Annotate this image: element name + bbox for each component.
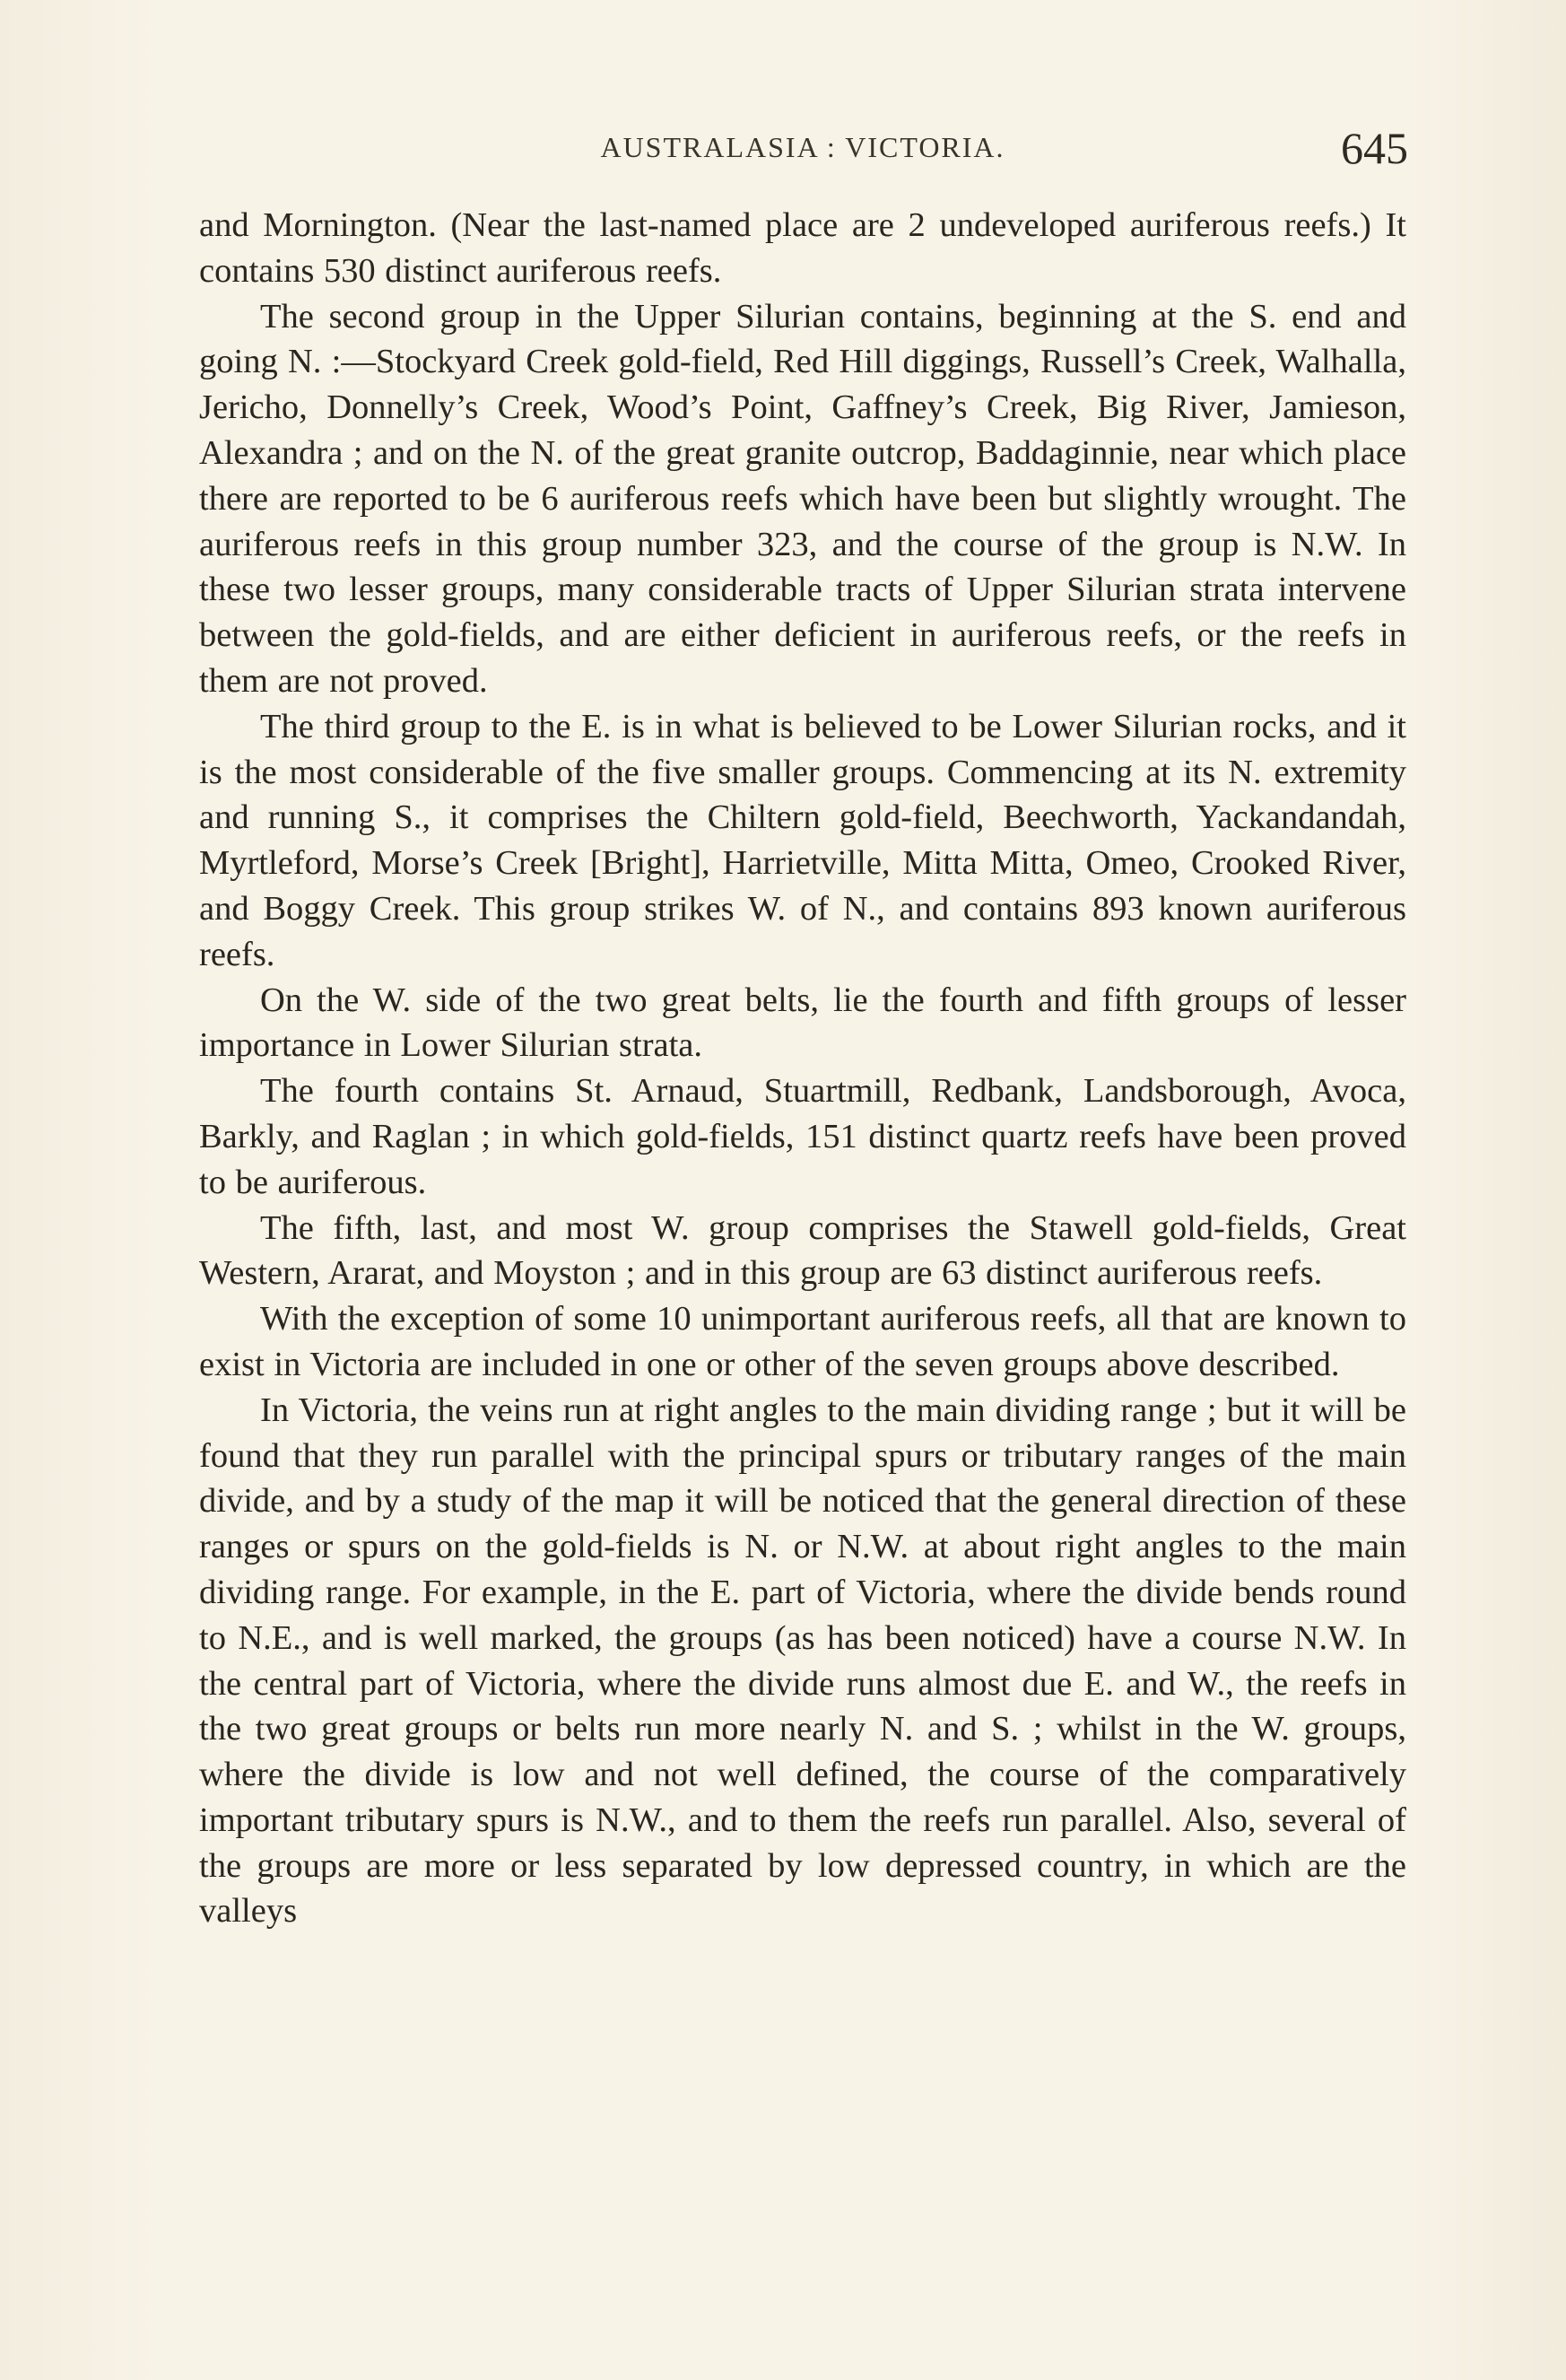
paragraph-5: The fourth contains St. Arnaud, Stuartmill, Redbank, Landsborough, Avoca, Barkly, and Raglan ; in which gold-fields, 151 distinct quartz reefs have been proved to be auriferous.	[199, 1072, 1406, 1201]
page-number: 645	[1341, 123, 1408, 173]
paragraph-8: In Victoria, the veins run at right angles to the main dividing range ; but it will be found that they run parallel with the principal spurs or tributary ranges of the main divide, and by a study of the map it will be noticed that the general direction of these ranges or spurs on the gold-fields is N. or N.W. at about right angles to the main dividing range. For example, in the E. part of Victoria, where the divide bends round to N.E., and is well marked, the groups (as has been noticed) have a course N.W. In the central part of Victoria, where the divide runs almost due E. and W., the reefs in the two great groups or belts run more nearly N. and S. ; whilst in the W. groups, where the divide is low and not well defined, the course of the comparatively important tributary spurs is N.W., and to them the reefs run parallel. Also, several of the groups are more or less separated by low depressed country, in which are the valleys	[199, 1391, 1406, 1931]
paragraph-1: and Mornington. (Near the last-named place are 2 undeveloped auriferous reefs.) It contains 530 distinct auriferous reefs.	[199, 206, 1406, 290]
body-text	[199, 203, 1406, 1934]
running-head	[197, 123, 1408, 179]
paragraph-6: The fifth, last, and most W. group comprises the Stawell gold-fields, Great Western, Ararat, and Moyston ; and in this group are 63 distinct auriferous reefs.	[199, 1208, 1406, 1293]
paragraph-4: On the W. side of the two great belts, lie the fourth and fifth groups of lesser importance in Lower Silurian strata.	[199, 981, 1406, 1065]
paragraph-3: The third group to the E. is in what is believed to be Lower Silurian rocks, and it is the most considerable of the five smaller groups. Commencing at its N. extremity and running S., it comprises the Chiltern gold-field, Beechworth, Yackandandah, Myrtleford, Morse’s Creek [Bright], Harrietville, Mitta Mitta, Omeo, Crooked River, and Boggy Creek. This group strikes W. of N., and contains 893 known auriferous reefs.	[199, 707, 1406, 973]
paragraph-2: The second group in the Upper Silurian contains, beginning at the S. end and going N. :—Stockyard Creek gold-field, Red Hill diggings, Russell’s Creek, Walhalla, Jericho, Donnelly’s Creek, Wood’s Point, Gaffney’s Creek, Big River, Jamieson, Alexandra ; and on the N. of the great granite outcrop, Baddaginnie, near which place there are reported to be 6 auriferous reefs which have been but slightly wrought. The auriferous reefs in this group number 323, and the course of the group is N.W. In these two lesser groups, many considerable tracts of Upper Silurian strata intervene between the gold-fields, and are either deficient in auriferous reefs, or the reefs in them are not proved.	[199, 297, 1406, 700]
paragraph-7: With the exception of some 10 unimportant auriferous reefs, all that are known to exist in Victoria are included in one or other of the seven groups above described.	[199, 1300, 1406, 1383]
running-title: AUSTRALASIA : VICTORIA.	[600, 131, 1005, 163]
